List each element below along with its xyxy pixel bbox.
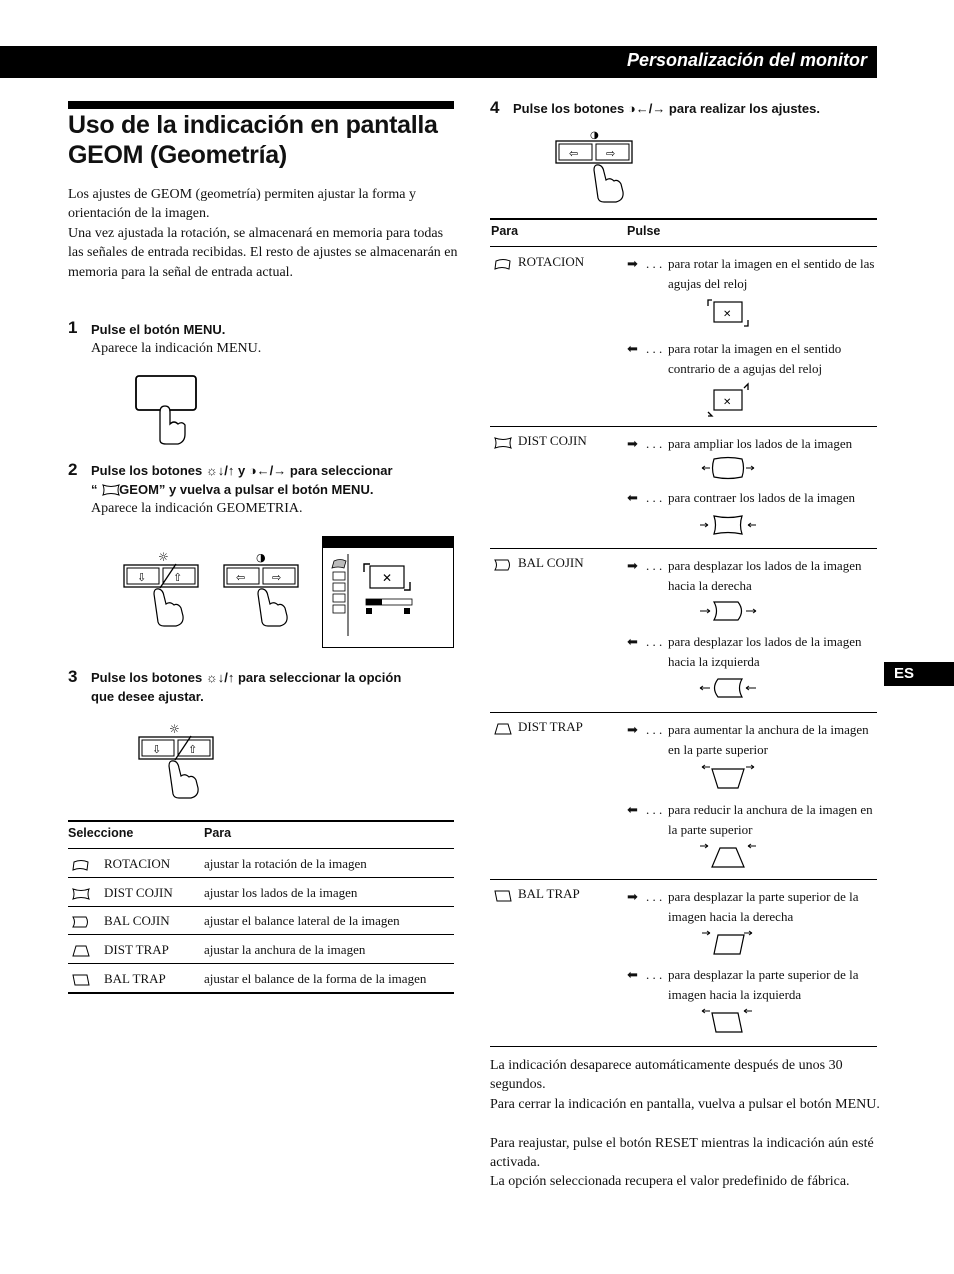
select-row-action: ajustar los lados de la imagen xyxy=(204,885,358,900)
right-arrow-icon: ➡ xyxy=(627,889,638,904)
left-arrow-icon: ⬅ xyxy=(627,341,638,356)
left-arrow-icon: ⬅ xyxy=(627,490,638,505)
pincushion-icon xyxy=(72,887,90,905)
geometry-osd-illustration xyxy=(322,536,454,648)
select-table-header-1: Seleccione xyxy=(68,826,134,840)
adjust-right-text: para desplazar la parte superior de la imagen hacia la derecha xyxy=(668,889,859,924)
intro-text xyxy=(68,185,458,282)
adjust-table-top-rule xyxy=(490,218,877,220)
adjust-table-header-2: Pulse xyxy=(627,224,661,238)
svg-text:◑: ◑ xyxy=(590,130,599,141)
select-row-item: ROTACION xyxy=(104,856,171,871)
adjust-row-item: BAL COJIN xyxy=(518,555,584,570)
step-3-brightness-buttons xyxy=(133,720,223,802)
right-arrow-icon: ➡ xyxy=(627,722,638,737)
adjust-left-text: para desplazar los lados de la imagen hacia la izquierda xyxy=(668,634,862,669)
dots: . . . xyxy=(646,436,663,451)
select-table-top-rule xyxy=(68,820,454,822)
dots: . . . xyxy=(646,722,663,737)
trapezoid-icon xyxy=(72,944,90,962)
note-3: Para reajustar, pulse el botón RESET mientras la indicación aún esté activada. xyxy=(490,1135,874,1171)
svg-text:✕: ✕ xyxy=(723,309,732,320)
svg-text:⇧: ⇧ xyxy=(173,571,183,584)
dots: . . . xyxy=(646,256,663,271)
page-title: Uso de la indicación en pantalla GEOM (Geometría) xyxy=(68,111,438,169)
adjust-table-header-1: Para xyxy=(491,224,519,238)
left-arrow-icon: ⬅ xyxy=(627,802,638,817)
dots: . . . xyxy=(646,967,663,982)
right-arrow-icon: ➡ xyxy=(627,558,638,573)
shift-top-left-diagram xyxy=(698,1008,758,1039)
svg-text:☼: ☼ xyxy=(169,722,180,736)
adjust-left-text: para contraer los lados de la imagen xyxy=(668,490,855,505)
rotation-icon xyxy=(494,257,512,275)
contrast-buttons-illustration xyxy=(220,548,310,630)
step-2-instruction-b: “ GEOM” y vuelva a pulsar el botón MENU. xyxy=(91,482,374,497)
adjust-row-item: DIST TRAP xyxy=(518,719,583,734)
step-2-result: Aparece la indicación GEOMETRIA. xyxy=(91,501,303,516)
step-1-instruction: Pulse el botón MENU. xyxy=(91,322,226,337)
select-table-header-2: Para xyxy=(204,826,232,840)
step-3-number: 3 xyxy=(68,667,78,686)
adjust-row-item: BAL TRAP xyxy=(518,886,580,901)
narrow-top-diagram xyxy=(698,843,758,874)
right-arrow-icon: ➡ xyxy=(627,436,638,451)
select-row-item: DIST COJIN xyxy=(104,885,173,900)
dots: . . . xyxy=(646,490,663,505)
expand-sides-diagram xyxy=(698,455,758,486)
intro-paragraph-2: Una vez ajustada la rotación, se almacenará en memoria para todas las señales de entrada recibidas. El resto de ajustes se almacenarán en memoria para la señal de entrada actual. xyxy=(68,225,458,280)
step-3-instruction-a: Pulse los botones ☼↓/↑ para seleccionar la opción xyxy=(91,670,402,685)
svg-text:⇩: ⇩ xyxy=(137,571,147,584)
select-row-action: ajustar el balance lateral de la imagen xyxy=(204,913,400,928)
dots: . . . xyxy=(646,341,663,356)
svg-text:⇩: ⇩ xyxy=(152,743,162,756)
select-row-action: ajustar el balance de la forma de la imagen xyxy=(204,971,427,986)
svg-text:✕: ✕ xyxy=(382,571,393,585)
step-2-instruction-a: Pulse los botones ☼↓/↑ y ◑←/→ para seleccionar xyxy=(91,463,393,478)
adjust-row-item: ROTACION xyxy=(518,254,585,269)
svg-text:⇨: ⇨ xyxy=(272,571,282,584)
pin-balance-icon xyxy=(494,558,512,576)
select-row-item: BAL COJIN xyxy=(104,913,170,928)
step-2-number: 2 xyxy=(68,460,78,479)
adjust-left-text: para desplazar la parte superior de la imagen hacia la izquierda xyxy=(668,967,859,1002)
language-tab: ES xyxy=(884,662,954,686)
title-rule xyxy=(68,101,454,109)
brightness-buttons-illustration xyxy=(118,548,208,630)
step-4-number: 4 xyxy=(490,98,500,117)
shift-sides-left-diagram xyxy=(698,675,758,706)
pincushion-icon xyxy=(494,436,512,454)
step-3-instruction-b: que desee ajustar. xyxy=(91,689,204,704)
intro-paragraph-1: Los ajustes de GEOM (geometría) permiten ajustar la forma y orientación de la imagen. xyxy=(68,187,416,222)
left-arrow-icon: ⬅ xyxy=(627,634,638,649)
menu-button-illustration xyxy=(130,372,210,447)
select-row-item: BAL TRAP xyxy=(104,971,166,986)
adjust-left-text: para rotar la imagen en el sentido contrario de a agujas del reloj xyxy=(668,341,842,376)
note-4: La opción seleccionada recupera el valor predefinido de fábrica. xyxy=(490,1174,850,1190)
select-row-action: ajustar la anchura de la imagen xyxy=(204,942,366,957)
section-header-bar xyxy=(0,46,877,78)
dots: . . . xyxy=(646,558,663,573)
adjust-left-text: para reducir la anchura de la imagen en la parte superior xyxy=(668,802,873,837)
adjust-right-text: para ampliar los lados de la imagen xyxy=(668,436,853,451)
step-4-contrast-buttons xyxy=(552,128,642,208)
rotation-icon xyxy=(72,858,90,876)
right-arrow-icon: ➡ xyxy=(627,256,638,271)
dots: . . . xyxy=(646,889,663,904)
adjust-right-text: para rotar la imagen en el sentido de las agujas del reloj xyxy=(668,256,875,291)
rotate-clockwise-diagram xyxy=(704,298,758,337)
shift-sides-right-diagram xyxy=(698,598,758,629)
svg-text:⇦: ⇦ xyxy=(569,147,579,160)
contrast-icon: ◑ xyxy=(256,551,266,564)
select-row-item: DIST TRAP xyxy=(104,942,169,957)
dots: . . . xyxy=(646,634,663,649)
dots: . . . xyxy=(646,802,663,817)
left-arrow-icon: ⬅ xyxy=(627,967,638,982)
parallelogram-icon xyxy=(494,889,512,907)
step-1-result: Aparece la indicación MENU. xyxy=(91,341,262,356)
rotate-counterclockwise-diagram xyxy=(704,384,758,423)
pin-balance-icon xyxy=(72,915,90,933)
section-title: Personalización del monitor xyxy=(626,50,867,70)
select-row-action: ajustar la rotación de la imagen xyxy=(204,856,367,871)
step-1-number: 1 xyxy=(68,318,78,337)
svg-text:⇧: ⇧ xyxy=(188,743,198,756)
step-4-instruction: Pulse los botones ◑←/→ para realizar los ajustes. xyxy=(513,101,820,116)
svg-text:⇦: ⇦ xyxy=(236,571,246,584)
svg-text:⇨: ⇨ xyxy=(606,147,616,160)
adjust-row-item: DIST COJIN xyxy=(518,433,587,448)
parallelogram-icon xyxy=(72,973,90,991)
geom-icon xyxy=(102,484,122,497)
svg-text:✕: ✕ xyxy=(723,397,732,408)
shift-top-right-diagram xyxy=(698,930,758,961)
widen-top-diagram xyxy=(698,764,758,795)
note-1: La indicación desaparece automáticamente después de unos 30 segundos. xyxy=(490,1058,843,1093)
trapezoid-icon xyxy=(494,722,512,740)
sun-icon: ☼ xyxy=(158,550,169,564)
adjust-right-text: para desplazar los lados de la imagen hacia la derecha xyxy=(668,558,862,593)
footer-notes xyxy=(490,1056,880,1192)
contract-sides-diagram xyxy=(698,512,758,543)
note-2: Para cerrar la indicación en pantalla, vuelva a pulsar el botón MENU. xyxy=(490,1096,880,1112)
adjust-right-text: para aumentar la anchura de la imagen en la parte superior xyxy=(668,722,869,757)
